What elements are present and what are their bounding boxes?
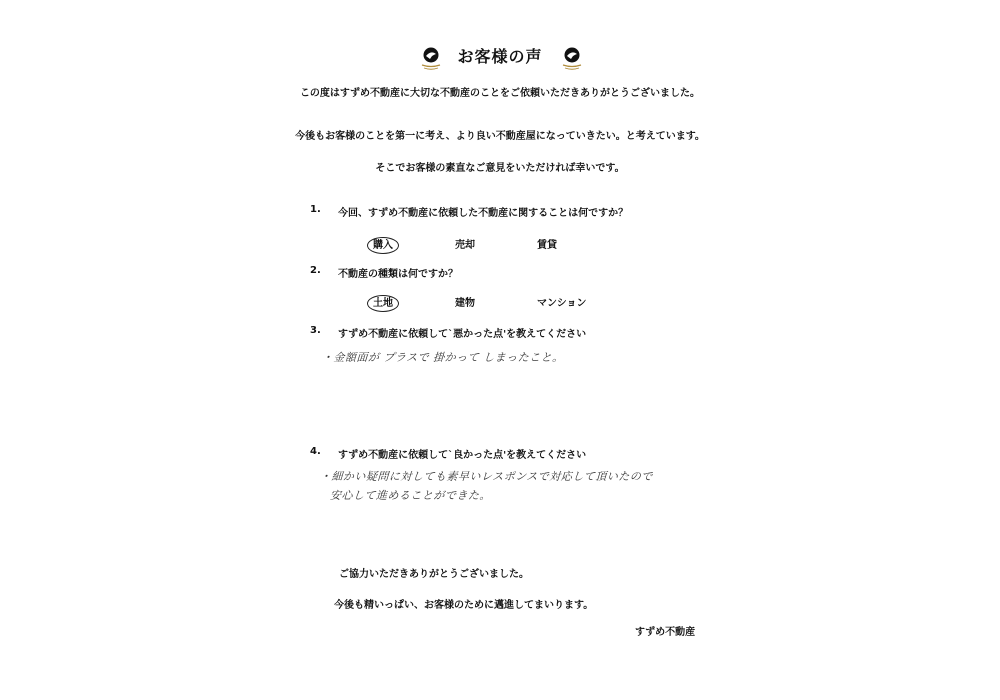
question-2-option-land-label: 土地	[367, 295, 399, 312]
company-signature: すずめ不動産	[635, 627, 696, 638]
question-3-number: 3.	[310, 325, 321, 336]
question-1-option-sale: 売却	[455, 240, 475, 251]
question-4-answer-line-2: 安心して進めることができた。	[329, 489, 492, 502]
question-1-text: 今回、すずめ不動産に依頼した不動産に関することは何ですか？	[338, 208, 629, 219]
intro-line-3: そこでお客様の素直なご意見をいただければ幸いです。	[375, 163, 625, 174]
question-1-option-purchase	[373, 236, 399, 251]
closing-thanks: ご協力いただきありがとうございました。	[339, 569, 529, 580]
closing-commitment: 今後も精いっぱい、お客様のために邁進してまいります。	[334, 600, 594, 611]
question-3-text: すずめ不動産に依頼して`悪かった点'を教えてください	[338, 329, 587, 340]
question-2-option-land	[373, 294, 399, 309]
question-1-number: 1.	[310, 204, 321, 215]
question-2-number: 2.	[310, 265, 321, 276]
bird-logo-icon-right	[561, 46, 583, 72]
page-title: お客様の声	[457, 47, 543, 66]
question-4-text: すずめ不動産に依頼して`良かった点'を教えてください	[338, 450, 587, 461]
question-3-answer: ・金額面が プラスで 掛かって しまったこと。	[321, 351, 564, 364]
question-4-answer-line-1: ・細かい疑問に対しても素早いレスポンスで対応して頂いたので	[319, 470, 654, 483]
question-2-option-building: 建物	[455, 298, 475, 309]
intro-line-2: 今後もお客様のことを第一に考え、より良い不動産屋になっていきたい。と考えています。	[295, 131, 705, 142]
question-2-text: 不動産の種類は何ですか？	[338, 269, 458, 280]
question-2-option-apartment: マンション	[537, 298, 587, 309]
question-4-number: 4.	[310, 446, 321, 457]
intro-line-1: この度はすずめ不動産に大切な不動産のことをご依頼いただきありがとうございました。	[299, 88, 701, 99]
question-1-option-purchase-label: 購入	[367, 237, 399, 254]
question-1-option-rent: 賃貸	[537, 240, 557, 251]
